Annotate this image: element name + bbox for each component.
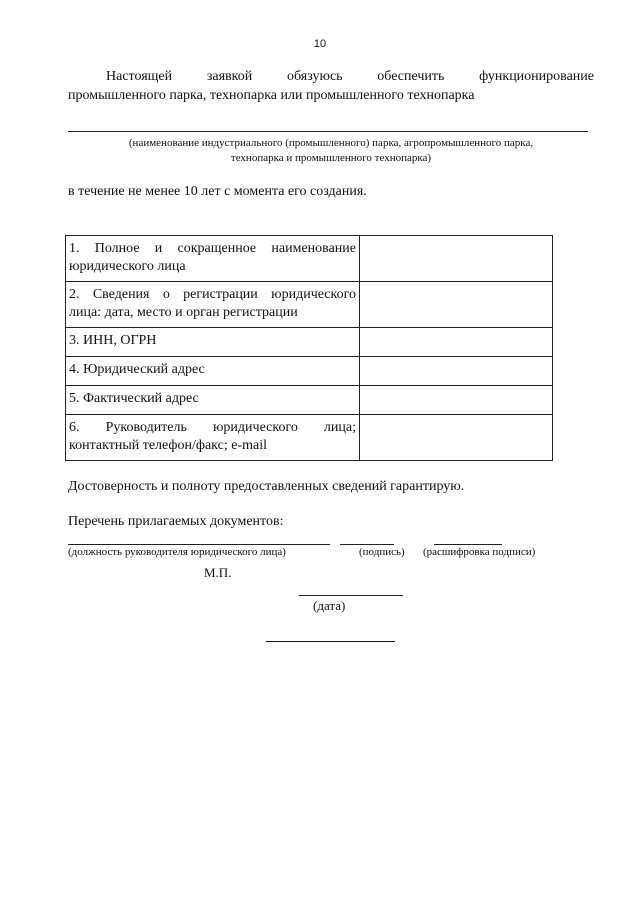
legal-entity-table — [65, 235, 553, 461]
row-label-line-2: контактный телефон/факс; e-mail — [69, 438, 267, 453]
row-label-line-1: 1. Полное и сокращенное наименование — [69, 241, 356, 256]
table-row — [66, 386, 553, 415]
signature-decode-field-line[interactable] — [434, 544, 502, 545]
intro-line-1: Настоящей заявкой обязуюсь обеспечить функционирование — [106, 69, 594, 84]
duration-text: в течение не менее 10 лет с момента его создания. — [68, 184, 367, 199]
row-value-cell[interactable] — [360, 386, 553, 415]
row-value-cell[interactable] — [360, 357, 553, 386]
stamp-place-label: М.П. — [204, 565, 232, 580]
table-row — [66, 357, 553, 386]
row-label-line-1: 4. Юридический адрес — [69, 362, 205, 377]
table-row — [66, 282, 553, 328]
row-label-line-2: юридического лица — [69, 259, 186, 274]
date-caption: (дата) — [313, 598, 346, 613]
park-name-caption — [68, 136, 594, 166]
intro-line-2: промышленного парка, технопарка или промышленного технопарка — [68, 88, 475, 103]
table-row — [66, 328, 553, 357]
table-row — [66, 415, 553, 461]
row-label — [66, 328, 360, 357]
closing-divider — [266, 641, 395, 642]
row-label — [66, 357, 360, 386]
position-caption: (должность руководителя юридического лица) — [68, 546, 286, 558]
signature-caption: (подпись) — [359, 546, 405, 558]
row-value-cell[interactable] — [360, 236, 553, 282]
row-label — [66, 386, 360, 415]
row-label — [66, 282, 360, 328]
page-number: 10 — [313, 38, 327, 50]
attached-documents-label: Перечень прилагаемых документов: — [68, 514, 284, 529]
row-label-line-1: 3. ИНН, ОГРН — [69, 333, 157, 348]
row-label-line-1: 5. Фактический адрес — [69, 391, 199, 406]
signature-decode-caption: (расшифровка подписи) — [423, 546, 536, 558]
row-label-line-2: лица: дата, место и орган регистрации — [69, 305, 298, 320]
row-value-cell[interactable] — [360, 328, 553, 357]
park-name-caption-line-2: технопарка и промышленного технопарка) — [230, 152, 432, 164]
date-field-line[interactable] — [299, 595, 403, 596]
signature-field-line[interactable] — [340, 544, 394, 545]
row-label — [66, 415, 360, 461]
table-row — [66, 236, 553, 282]
intro-paragraph — [68, 67, 594, 105]
park-name-field-line[interactable] — [68, 131, 588, 132]
row-label — [66, 236, 360, 282]
park-name-caption-line-1: (наименование индустриального (промышленного) парка, агропромышленного парка, — [128, 137, 534, 149]
row-value-cell[interactable] — [360, 282, 553, 328]
confirmation-text: Достоверность и полноту предоставленных сведений гарантирую. — [68, 479, 465, 494]
position-field-line[interactable] — [68, 544, 330, 545]
row-label-line-1: 2. Сведения о регистрации юридического — [69, 287, 356, 302]
row-value-cell[interactable] — [360, 415, 553, 461]
row-label-line-1: 6. Руководитель юридического лица; — [69, 420, 356, 435]
